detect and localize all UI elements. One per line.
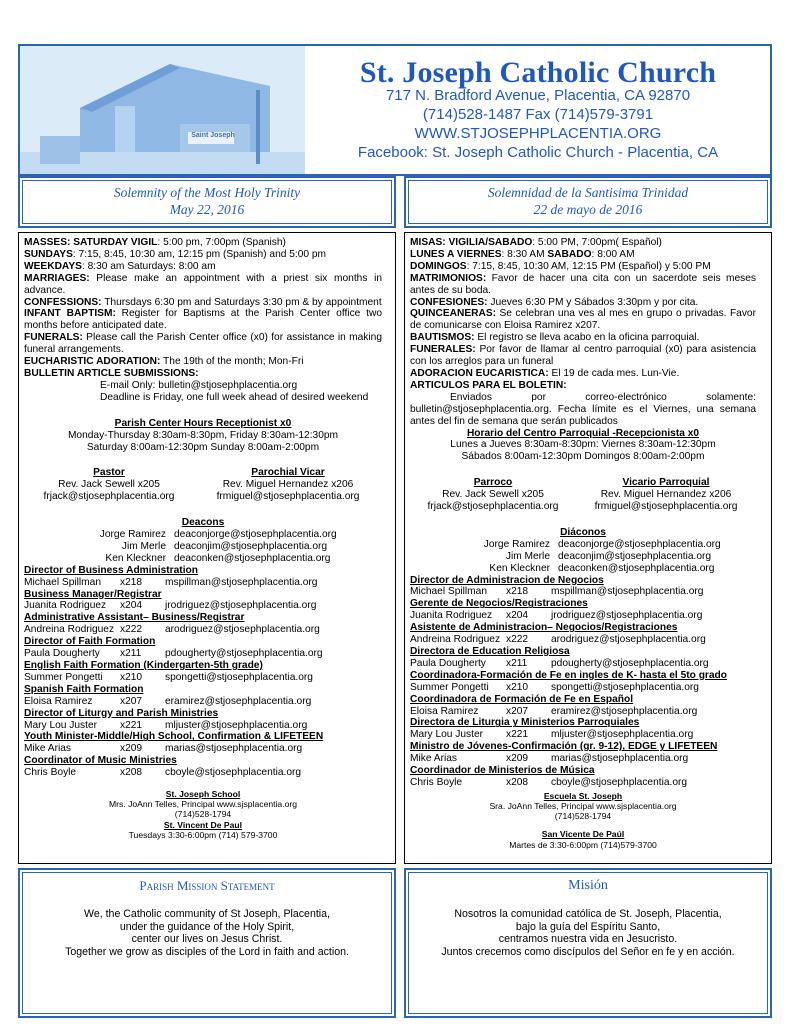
mission-en-title: Parish Mission Statement	[139, 878, 275, 893]
staff-row	[24, 743, 382, 755]
es-quince-text-text: Se celebran una ves al mes en grupo o privadas. Favor de comunicarse con Eloisa Ramirez x207.	[410, 308, 756, 332]
staff-email[interactable]: jrodriguez@stjosephplacentia.org	[551, 610, 703, 622]
staff-role: Coordinadora-Formación de Fe en ingles de K- hasta el 5to grado	[410, 669, 727, 681]
en-adoration-label-text: EUCHARISTIC ADORATION:	[24, 356, 161, 368]
staff-role: Directora de Liturgia y Ministerios Parroquiales	[410, 717, 640, 729]
staff-role: Directora de Education Religiosa	[410, 646, 570, 657]
staff-name: Michael Spillman	[410, 586, 488, 598]
staff-row	[24, 696, 382, 708]
church-title: St. Joseph Catholic Church	[359, 56, 717, 89]
deacon-email[interactable]: deaconjim@stjosephplacentia.org	[174, 540, 328, 552]
staff-email[interactable]: eramirez@stjosephplacentia.org	[551, 705, 698, 717]
es-sabado-text-text: : 8:00 AM	[591, 248, 635, 260]
staff-list-es	[410, 575, 756, 789]
en-baptism-text-text: Register for Baptisms at the Parish Center office two months before anticipated date.	[24, 308, 382, 332]
staff-email[interactable]: arodriguez@stjosephplacentia.org	[551, 634, 706, 646]
mission-line: centramos nuestra vida en Jesucristo.	[498, 933, 678, 946]
en-hours-line1-text: Monday-Thursday 8:30am-8:30pm, Friday 8:30am-12:30pm	[67, 429, 339, 441]
banner-es-line2: 22 de mayo de 2016	[533, 202, 643, 217]
en-confessions-label-text: CONFESSIONS:	[24, 296, 102, 308]
staff-row	[24, 720, 382, 732]
staff-role: Spanish Faith Formation	[24, 683, 144, 695]
es-matrimonios-label-text: MATRIMONIOS:	[410, 272, 487, 284]
staff-email[interactable]: mljuster@stjosephplacentia.org	[551, 729, 694, 741]
banner-en-line2: May 22, 2016	[169, 202, 245, 217]
staff-ext: x208	[506, 776, 529, 788]
es-vicar-name-text: Rev. Miguel Hernandez x206	[600, 489, 732, 501]
staff-role: Coordinator of Music Ministries	[24, 755, 177, 767]
es-domingos-label-text: DOMINGOS	[410, 260, 467, 272]
deacon-row	[24, 529, 382, 541]
mission-line: center our lives on Jesus Christ.	[131, 933, 283, 946]
en-masses-label-text: MASSES: SATURDAY VIGIL	[24, 237, 158, 248]
staff-row	[410, 634, 756, 646]
deacon-name: Jorge Ramirez	[99, 529, 166, 541]
deacon-name: Ken Kleckner	[105, 552, 166, 564]
staff-email[interactable]: marias@stjosephplacentia.org	[551, 753, 689, 765]
staff-role: English Faith Formation (Kindergarten-5th grade)	[24, 660, 263, 671]
deacon-row	[24, 541, 382, 553]
staff-list-en	[24, 565, 382, 779]
en-masses-text-text: : 5:00 pm, 7:00pm (Spanish)	[157, 237, 286, 248]
banner-en-line1: Solemnity of the Most Holy Trinity	[113, 185, 301, 200]
staff-ext: x208	[120, 767, 143, 779]
es-quince-label-text: QUINCEANERAS:	[410, 308, 497, 320]
staff-ext: x222	[120, 624, 143, 636]
staff-row	[24, 767, 382, 779]
deacon-email[interactable]: deaconjorge@stjosephplacentia.org	[558, 538, 721, 550]
staff-email[interactable]: eramirez@stjosephplacentia.org	[165, 695, 312, 707]
deacon-email[interactable]: deaconken@stjosephplacentia.org	[174, 552, 331, 564]
en-sundays-text-text: : 7:15, 8:45, 10:30 am, 12:15 pm (Spanish) and 5:00 pm	[72, 248, 327, 260]
en-marriages-label-text: MARRIAGES:	[24, 272, 90, 284]
es-bautismos-label-text: BAUTISMOS:	[410, 332, 475, 344]
staff-name: Mary Lou Juster	[410, 729, 484, 741]
es-funerales-text-text: Por favor de llamar al centro parroquial (x0) para asistencia con los arreglos para un funeral	[410, 344, 756, 368]
staff-name: Summer Pongetti	[410, 681, 489, 693]
staff-name: Eloisa Ramirez	[410, 705, 479, 717]
en-vicar-title-text: Parochial Vicar	[251, 467, 325, 479]
vicar-email[interactable]: frmiguel@stjosephplacentia.org	[216, 491, 360, 503]
mission-en-text	[20, 908, 394, 958]
staff-email[interactable]: mspillman@stjosephplacentia.org	[165, 576, 318, 588]
deacon-name: Jorge Ramirez	[483, 538, 550, 550]
mission-en-box	[18, 868, 396, 1018]
es-hours-title-text: Horario del Centro Parroquial -Recepcionista x0	[466, 427, 700, 439]
staff-email[interactable]: spongetti@stjosephplacentia.org	[551, 681, 699, 693]
es-adoracion-label-text: ADORACION EUCARISTICA:	[410, 367, 549, 379]
church-website[interactable]: WWW.STJOSEPHPLACENTIA.ORG	[414, 125, 662, 142]
es-adoracion-text-text: El 19 de cada mes. Lun-Vie.	[548, 367, 680, 379]
en-confessions-text-text: Thursdays 6:30 pm and Saturdays 3:30 pm & by appointment	[101, 296, 382, 308]
deacon-email[interactable]: deaconjorge@stjosephplacentia.org	[174, 529, 337, 541]
banner-es-line1: Solemnidad de la Santisima Trinidad	[487, 185, 689, 200]
info-en	[24, 237, 382, 840]
en-funerals-text-text: Please call the Parish Center office (x0) for assistance in making funeral arrangements.	[24, 332, 382, 356]
deacon-email[interactable]: deaconjim@stjosephplacentia.org	[558, 550, 712, 562]
staff-email[interactable]: cboyle@stjosephplacentia.org	[165, 767, 302, 779]
es-pastor-title-text: Parroco	[473, 477, 513, 489]
staff-name: Chris Boyle	[410, 776, 463, 788]
en-svdp-title-text: St. Vincent De Paul	[163, 819, 243, 830]
deacon-row	[24, 553, 382, 565]
en-deacons-title-text: Deacons	[181, 517, 225, 529]
mission-es-text	[406, 908, 770, 958]
staff-ext: x209	[506, 753, 529, 765]
en-hours-line2-text: Saturday 8:00am-12:30pm Sunday 8:00am-2:00pm	[86, 441, 320, 453]
staff-name: Andreina Rodriguez	[24, 624, 115, 636]
en-bulletin-deadline-text: Deadline is Friday, one full week ahead of desired weekend	[100, 391, 369, 403]
staff-role: Ministro de Jóvenes-Confirmación (gr. 9-12), EDGE y LIFETEEN	[410, 741, 718, 753]
es-hours-line2-text: Sábados 8:00am-12:30pm Domingos 8:00am-2:00pm	[461, 451, 705, 463]
staff-role: Director of Liturgy and Parish Ministries	[24, 707, 219, 719]
staff-name: Mike Arias	[24, 743, 71, 755]
en-weekdays-text-text: : 8:30 am Saturdays: 8:00 am	[81, 260, 216, 272]
staff-email[interactable]: cboyle@stjosephplacentia.org	[551, 776, 688, 788]
es-matrimonios-text-text: Favor de hacer una cita con un sacerdote seis meses antes de su boda.	[410, 272, 756, 296]
es-deacons-title-text: Diáconos	[560, 526, 606, 538]
es-vicar-title-text: Vicario Parroquial	[622, 477, 710, 489]
mission-line: bajo la guía del Espíritu Santo,	[515, 920, 661, 933]
en-sundays-label-text: SUNDAYS	[24, 248, 73, 260]
staff-row	[410, 658, 756, 670]
staff-email[interactable]: mljuster@stjosephplacentia.org	[165, 719, 308, 731]
es-funerales-label-text: FUNERALES:	[410, 344, 476, 356]
staff-role: Coordinadora de Formación de Fe en Español	[410, 693, 634, 705]
staff-role: Business Manager/Registrar	[24, 588, 162, 600]
pastor-email[interactable]: frjack@stjosephplacentia.org	[43, 491, 175, 503]
es-school-title-text: Escuela St. Joseph	[543, 790, 623, 801]
staff-row	[24, 577, 382, 589]
en-pastor-title-text: Pastor	[93, 467, 125, 479]
en-school-line2-text: (714)528-1794	[174, 809, 232, 820]
staff-row	[24, 672, 382, 684]
deacon-name: Jim Merle	[505, 550, 550, 562]
en-weekdays-label-text: WEEKDAYS	[24, 260, 82, 272]
staff-row	[410, 610, 756, 622]
staff-ext: x207	[120, 695, 143, 707]
staff-row	[410, 706, 756, 718]
staff-ext: x204	[506, 610, 529, 622]
photo-sign-text: Saint Joseph	[191, 132, 235, 139]
en-vicar-name-text: Rev. Miguel Hernandez x206	[222, 479, 354, 491]
staff-ext: x204	[120, 600, 143, 612]
staff-ext: x218	[506, 586, 529, 598]
mission-line: under the guidance of the Holy Spirit,	[119, 920, 295, 933]
deacon-name: Ken Kleckner	[489, 562, 550, 574]
staff-ext: x211	[506, 657, 528, 669]
es-confesiones-label-text: CONFESIONES:	[410, 296, 488, 308]
staff-row	[410, 777, 756, 789]
es-bautismos-text-text: El registro se lleva acabo en la oficina parroquial.	[474, 332, 700, 344]
mission-es-box	[404, 868, 772, 1018]
en-pastor-name-text: Rev. Jack Sewell x205	[58, 479, 160, 491]
en-marriages-text-text: Please make an appointment with a priest six months in advance.	[24, 272, 382, 296]
staff-ext: x218	[120, 576, 143, 588]
es-school-line1-text: Sra. JoAnn Telles, Principal www.sjsplacentia.org	[489, 801, 677, 812]
es-school-line2-text: (714)528-1794	[554, 811, 612, 822]
deacon-row	[410, 551, 756, 563]
staff-email[interactable]: pdougherty@stjosephplacentia.org	[165, 648, 323, 660]
mission-es-title: Misión	[568, 878, 608, 893]
en-adoration-text-text: The 19th of the month; Mon-Fri	[160, 356, 304, 368]
staff-role: Gerente de Negocios/Registraciones	[410, 598, 588, 610]
en-school-line1-text: Mrs. JoAnn Telles, Principal www.sjsplacentia.org	[108, 799, 298, 810]
staff-email[interactable]: spongetti@stjosephplacentia.org	[165, 671, 313, 683]
staff-ext: x210	[506, 681, 529, 693]
staff-row	[24, 624, 382, 636]
staff-role: Administrative Assistant– Business/Registrar	[24, 612, 245, 624]
staff-role: Coordinador de Ministerios de Música	[410, 765, 595, 777]
church-address: 717 N. Bradford Avenue, Placentia, CA 92870	[385, 87, 691, 104]
staff-ext: x207	[506, 705, 529, 717]
mission-line: We, the Catholic community of St Joseph, Placentia,	[84, 908, 330, 920]
staff-name: Andreina Rodriguez	[410, 634, 501, 646]
mission-line: Together we grow as disciples of the Lord in faith and action.	[65, 945, 349, 958]
staff-role: Director de Administracion de Negocios	[410, 574, 604, 586]
vicario-email[interactable]: frmiguel@stjosephplacentia.org	[594, 501, 738, 513]
es-lunes-label-text: LUNES A VIERNES	[410, 248, 502, 260]
staff-email[interactable]: marias@stjosephplacentia.org	[165, 743, 303, 755]
deacons-list-es	[410, 539, 756, 575]
staff-name: Mike Arias	[410, 753, 457, 765]
church-facebook[interactable]: Facebook: St. Joseph Catholic Church - Placentia, CA	[357, 144, 719, 161]
staff-ext: x222	[506, 634, 529, 646]
es-articulos-text-text: Enviados por correo-electrónico solamente: bulletin@stjosephplacentia.org. Fecha límite es el Viernes, una semana antes del fin de semana que serán publicados	[410, 391, 756, 427]
staff-name: Juanita Rodriguez	[410, 610, 493, 622]
deacon-row	[410, 563, 756, 575]
es-svdp-line-text: Martes de 3:30-6:00pm (714)579-3700	[509, 839, 657, 850]
es-misas-label-text: MISAS: VIGILIA/SABADO	[410, 237, 533, 248]
staff-ext: x210	[120, 671, 143, 683]
staff-name: Summer Pongetti	[24, 671, 103, 683]
deacon-name: Jim Merle	[121, 540, 166, 552]
staff-role: Youth Minister-Middle/High School, Confirmation & LIFETEEN	[24, 731, 324, 743]
es-svdp-title-text: San Vicente De Paúl	[541, 829, 625, 840]
info-es	[410, 237, 756, 850]
church-phone: (714)528-1487 Fax (714)579-3791	[422, 106, 654, 123]
mission-line: Nosotros la comunidad católica de St. Joseph, Placentia,	[454, 908, 722, 920]
church-illustration	[20, 46, 305, 174]
deacons-list-en	[24, 529, 382, 565]
mission-line: Juntos crecemos como discípulos del Señor en fe y en acción.	[441, 945, 735, 958]
staff-role: Director of Faith Formation	[24, 636, 156, 648]
es-articulos-label-text: ARTICULOS PARA EL BOLETIN:	[410, 379, 567, 391]
church-photo	[20, 46, 305, 174]
staff-role: Asistente de Administracion– Negocios/Registraciones	[410, 622, 678, 634]
staff-row	[410, 586, 756, 598]
staff-email[interactable]: jrodriguez@stjosephplacentia.org	[165, 600, 317, 612]
staff-email[interactable]: pdougherty@stjosephplacentia.org	[551, 657, 709, 669]
staff-name: Juanita Rodriguez	[24, 600, 107, 612]
staff-ext: x211	[120, 648, 142, 660]
en-school-title-text: St. Joseph School	[165, 789, 241, 800]
staff-name: Mary Lou Juster	[24, 719, 98, 731]
staff-row	[24, 648, 382, 660]
es-lunes-text-text: : 8:30 AM	[501, 248, 548, 260]
staff-row	[24, 600, 382, 612]
es-pastor-name-text: Rev. Jack Sewell x205	[442, 489, 544, 501]
es-hours-line1-text: Lunes a Jueves 8:30am-8:30pm: Viernes 8:30am-12:30pm	[450, 439, 716, 451]
staff-row	[410, 729, 756, 741]
staff-ext: x221	[120, 719, 143, 731]
staff-name: Paula Dougherty	[24, 648, 100, 660]
en-funerals-label-text: FUNERALS:	[24, 332, 83, 344]
es-domingos-text-text: : 7:15, 8:45, 10:30 AM, 12:15 PM (Español) y 5:00 PM	[466, 260, 711, 272]
staff-name: Chris Boyle	[24, 767, 77, 779]
staff-role: Director of Business Administration	[24, 564, 198, 576]
staff-row	[410, 682, 756, 694]
en-svdp-line-text: Tuesdays 3:30-6:00pm (714) 579-3700	[128, 829, 278, 840]
staff-name: Michael Spillman	[24, 576, 102, 588]
en-baptism-label-text: INFANT BAPTISM:	[24, 308, 116, 320]
deacon-email[interactable]: deaconken@stjosephplacentia.org	[558, 562, 715, 574]
en-hours-title-text: Parish Center Hours Receptionist x0	[114, 417, 292, 429]
bulletin-email[interactable]: E-mail Only: bulletin@stjosephplacentia.org	[100, 379, 298, 391]
banner-es	[404, 176, 772, 228]
staff-row	[410, 753, 756, 765]
staff-email[interactable]: mspillman@stjosephplacentia.org	[551, 586, 704, 598]
es-confesiones-text-text: Jueves 6:30 PM y Sábados 3:30pm y por cita.	[487, 296, 699, 308]
staff-name: Eloisa Ramirez	[24, 695, 93, 707]
staff-name: Paula Dougherty	[410, 657, 486, 669]
es-misas-text-text: : 5:00 PM, 7:00pm( Español)	[532, 237, 662, 248]
parroco-email[interactable]: frjack@stjosephplacentia.org	[427, 501, 559, 513]
staff-email[interactable]: arodriguez@stjosephplacentia.org	[165, 624, 320, 636]
banner-en	[18, 176, 396, 228]
deacon-row	[410, 539, 756, 551]
en-bulletin-label-text: BULLETIN ARTICLE SUBMISSIONS:	[24, 367, 199, 379]
staff-ext: x209	[120, 743, 143, 755]
staff-ext: x221	[506, 729, 529, 741]
es-sabado-label-text: SABADO	[547, 248, 592, 260]
